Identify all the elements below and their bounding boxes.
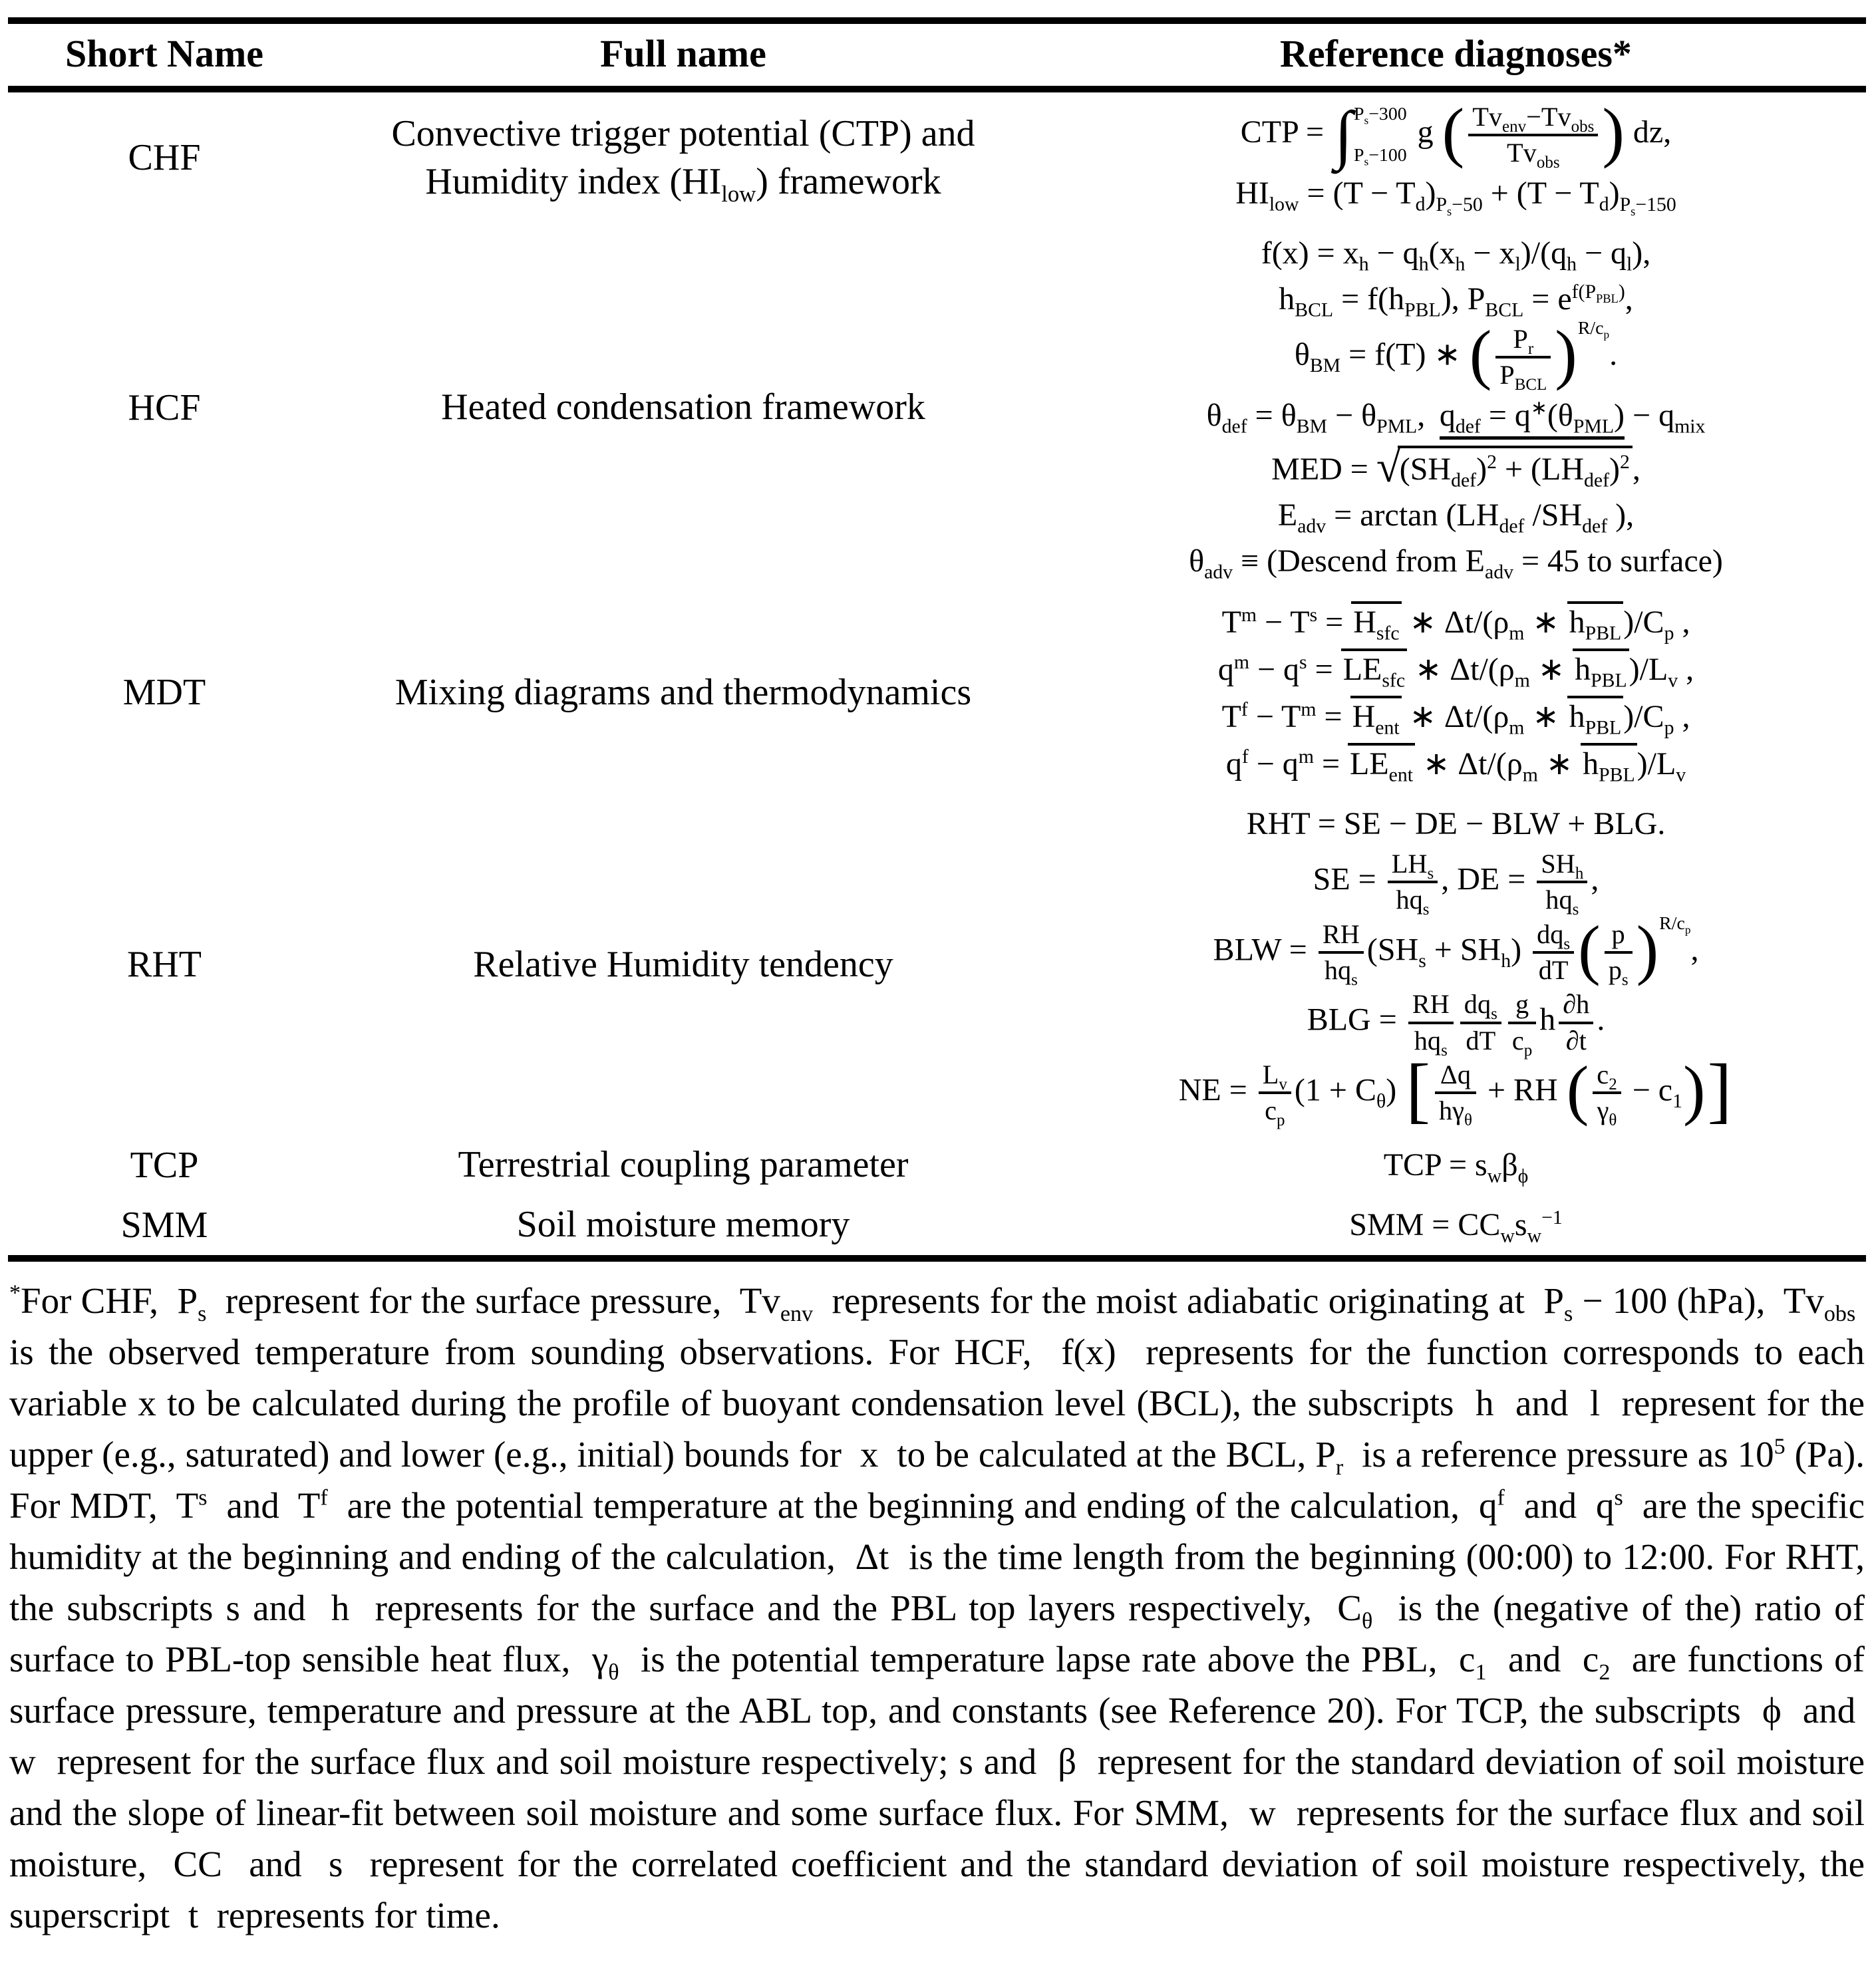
column-header-full-name: Full name (600, 32, 766, 75)
formula-line: BLW = RH $hq_s$ $(SH_s + SH_h)$ $dq_s$ dT ( $\frac{p}{p_s}$ )$^{R/c_p}$, (1213, 911, 1699, 989)
short-name-cell: CHF (128, 137, 201, 179)
column-header-short-name: Short Name (65, 32, 263, 75)
full-name-cell: Terrestrial coupling parameter (458, 1144, 909, 1186)
formula-line: RHT = SE − DE − BLW + BLG. (1246, 805, 1666, 841)
formula-line: $HI_{low} = (T - T_d)_{P_s-50} + (T - T_d)_{P_s-150}$ (1235, 176, 1676, 218)
table-row (8, 591, 1866, 794)
full-name-cell: Heated condensation framework (441, 386, 925, 428)
formula-line: SE = $LH_s$ $hq_s$ , DE = $SH_h$ $hq_s$ , (1313, 848, 1599, 919)
formula-line: SMM = $CC_ws_w^{-1}$ (1349, 1206, 1563, 1247)
formula-line: $q^f - q^m = LE_{ent}$ ∗ $\Delta t/(\rho_m$ ∗ $h_{PBL})/L_v$ (1046, 743, 1866, 784)
table-row (8, 92, 1866, 223)
formula-line: $T^m - T^s = H_{sfc}$ ∗ $\Delta t/(\rho_m$ ∗ $h_{PBL})/C_p$ , (1046, 601, 1866, 642)
diagnostics-table (8, 17, 1866, 1262)
formulas-cell (1046, 223, 1866, 591)
formula-line: CTP = ∫ $P_s-300$ $P_s-100$ g ( $Tv_{env}-Tv_{obs}$ $Tv_{obs}$ ) dz, (1240, 94, 1672, 172)
formulas-cell (1046, 794, 1866, 1135)
table-row (8, 1195, 1866, 1255)
formula-line: $T^f - T^m = H_{ent}$ ∗ $\Delta t/(\rho_m$ ∗ $h_{PBL})/C_p$ , (1046, 696, 1866, 737)
formula-line: MED = $√(SH_{def})^2 + (LH_{def})^2$, (1271, 441, 1640, 492)
formulas-cell (1046, 1135, 1866, 1195)
formulas-cell (1046, 92, 1866, 223)
footnote: *For CHF, $P_s$ represent for the surface pressure, $Tv_{env}$ represents for the moist adiabatic originating at $P_s - 100$ (hPa), $Tv_{obs}$ is the observed temperature from sounding observations. For HCF, f(x) represents for the function corresponds to each variable x to be calculated during the profile of buoyant condensation level (BCL), the subscripts h and l represent for the upper (e.g., saturated) and lower (e.g., initial) bounds for x to be calculated at the BCL, $P_r$ is a reference pressure as $10^5$ (Pa). For MDT, $T^s$ and $T^f$ are the potential temperature at the beginning and ending of the calculation, $q^f$ and $q^s$ are the specific humidity at the beginning and ending of the calculation, Δt is the time length from the beginning (00:00) to 12:00. For RHT, the subscripts s and h represents for the surface and the PBL top layers respectively, $C_\theta$ is the (negative of the) ratio of surface to PBL-top sensible heat flux, $\gamma_\theta$ is the potential temperature lapse rate above the PBL, $c_1$ and $c_2$ are functions of surface pressure, temperature and pressure at the ABL top, and constants (see Reference 20). For TCP, the subscripts ϕ and w represent for the surface flux and soil moisture respectively; s and β represent for the standard deviation of soil moisture and the slope of linear-fit between soil moisture and some surface flux. For SMM, w represents for the surface flux and soil moisture, CC and s represent for the correlated coefficient and the standard deviation of soil moisture respectively, the superscript t represents for time. (9, 1280, 1865, 1935)
formulas-cell (1046, 1195, 1866, 1255)
table-header-row (8, 24, 1866, 92)
formula-line: BLG = RH $hq_s$ $dq_s$ dT $\frac{g}{c_p}$ h $\frac{\partial h}{\partial t}$ . (1307, 989, 1605, 1060)
formula-line: $\theta_{BM} = f(T)$ ∗ ( $P_r$ $P_{BCL}$ )$^{R/c_p}$. (1294, 317, 1618, 394)
full-name-cell: Mixing diagrams and thermodynamics (394, 672, 972, 714)
formula-line: $E_{adv} = \arctan (LH_{def}$ $/SH_{def}$ ), (1277, 497, 1635, 537)
full-name-cell: Convective trigger potential (CTP) and Humidity index $(HI_{low})$ framework (391, 112, 975, 208)
formulas-cell (1046, 591, 1866, 794)
column-header-reference-diagnoses: Reference diagnoses* (1280, 32, 1632, 75)
formula-line: NE = $\frac{L_v}{c_p}$ $(1 + C_\theta)$ [ Δq $h\gamma_\theta$ + RH ( $\frac{c_2}{\gamma_\theta}$ − $c_1$)] (1178, 1048, 1732, 1130)
table-body (8, 92, 1866, 1255)
formula-line: $\theta_{adv}$ ≡ (Descend from $E_{adv} = 45$ to surface) (1189, 543, 1723, 583)
formula-line: $\theta_{def} = \theta_{BM} - \theta_{PML}$, $q_{def} = q^∗(\theta_{PML}) - q_{mix}$ (1046, 396, 1866, 440)
table-row (8, 794, 1866, 1135)
full-name-cell: Relative Humidity tendency (473, 943, 893, 985)
table-row (8, 1135, 1866, 1195)
table-row (8, 223, 1866, 591)
formula-line: $f(x) = x_h - q_h(x_h - x_l)/(q_h - q_l)$, (1261, 235, 1651, 275)
short-name-cell: SMM (120, 1204, 208, 1246)
short-name-cell: RHT (127, 944, 202, 986)
short-name-cell: TCP (130, 1144, 199, 1186)
formula-line: TCP = $s_w\beta_\phi$ (1383, 1147, 1529, 1187)
short-name-cell: HCF (128, 386, 201, 428)
formula-line: $q^m - q^s = LE_{sfc}$ ∗ $\Delta t/(\rho_m$ ∗ $h_{PBL})/L_v$ , (1046, 648, 1866, 690)
formula-line: $h_{BCL} = f(h_{PBL})$, $P_{BCL} = e^{f(P_{PBL})}$, (1279, 281, 1633, 321)
short-name-cell: MDT (122, 672, 206, 714)
full-name-cell: Soil moisture memory (516, 1204, 850, 1246)
